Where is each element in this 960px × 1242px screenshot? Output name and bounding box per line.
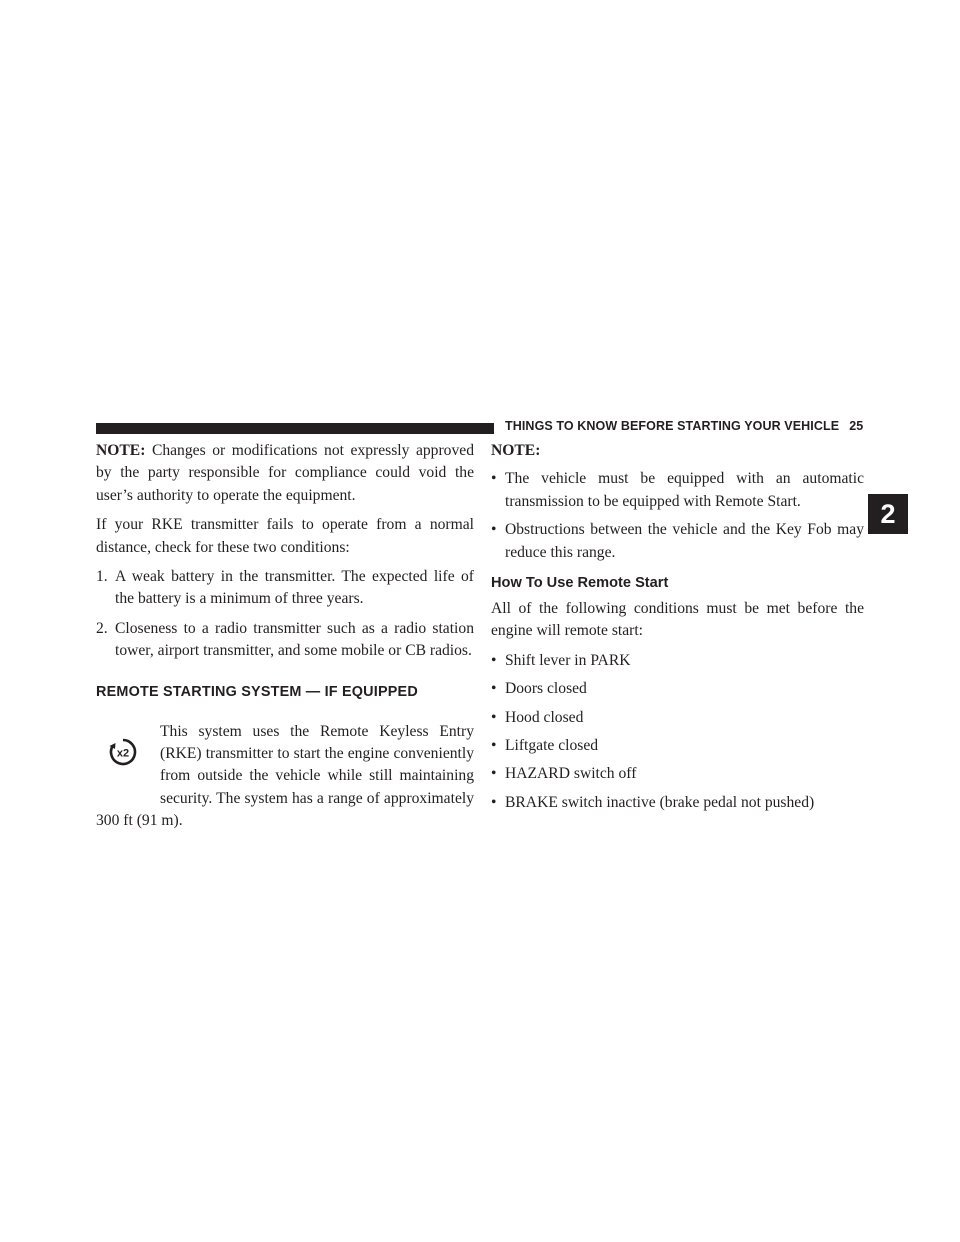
header-rule [96, 423, 494, 434]
condition-item [96, 566, 474, 611]
condition-bullet [491, 792, 864, 814]
conditions-intro: All of the following conditions must be met before the engine will remote start: [491, 600, 864, 640]
chapter-tab: 2 [868, 494, 908, 534]
running-header [505, 419, 863, 433]
condition-number: 1. [96, 568, 108, 586]
intro-paragraph: If your RKE transmitter fails to operate from a normal distance, check for these two conditions: [96, 516, 474, 556]
note-label: NOTE: [96, 442, 146, 459]
condition-text: Hood closed [505, 708, 584, 726]
note-bullet-text: The vehicle must be equipped with an automatic transmission to be equipped with Remote Start. [505, 470, 864, 510]
condition-text: Closeness to a radio transmitter such as a radio station tower, airport transmitter, and some mobile or CB radios. [115, 619, 474, 660]
note-bullet [491, 468, 864, 513]
bullet: • [491, 680, 497, 698]
remote-start-x2-icon [108, 737, 138, 767]
condition-bullet [491, 678, 864, 700]
bullet: • [491, 651, 497, 669]
condition-bullet [491, 707, 864, 729]
condition-bullet [491, 763, 864, 785]
note-text: Changes or modifications not expressly approved by the party responsible for compliance could void the user’s authority to operate the equipment. [96, 442, 474, 504]
subheading: How To Use Remote Start [491, 575, 669, 592]
condition-bullet [491, 735, 864, 757]
right-column [491, 440, 864, 820]
icon-label: x2 [116, 747, 130, 760]
bullet: • [491, 470, 497, 488]
condition-text: HAZARD switch off [505, 765, 637, 783]
condition-text: Shift lever in PARK [505, 651, 631, 669]
bullet: • [491, 793, 497, 811]
condition-text: A weak battery in the transmitter. The expected life of the battery is a minimum of three years. [115, 568, 474, 608]
bullet: • [491, 737, 497, 755]
condition-bullet [491, 650, 864, 672]
condition-text: Liftgate closed [505, 737, 599, 755]
section-paragraph: This system uses the Remote Keyless Entry (RKE) transmitter to start the engine conveniently from outside the vehicle while still maintaining security. The system has a range of approximately 300 ft (91 m). [96, 722, 474, 830]
remote-start-icon-wrap [96, 727, 160, 797]
note-bullet [491, 519, 864, 564]
note-paragraph [96, 440, 474, 507]
bullet: • [491, 521, 497, 539]
section-heading: REMOTE STARTING SYSTEM — IF EQUIPPED [96, 683, 418, 700]
left-column [96, 440, 474, 833]
condition-text: Doors closed [505, 680, 587, 698]
condition-number: 2. [96, 619, 108, 637]
page-number: 25 [849, 419, 864, 433]
bullet: • [491, 708, 497, 726]
note-label: NOTE: [491, 442, 541, 459]
condition-item [96, 618, 474, 663]
condition-text: BRAKE switch inactive (brake pedal not pushed) [505, 793, 815, 811]
bullet: • [491, 765, 497, 783]
note-bullet-text: Obstructions between the vehicle and the Key Fob may reduce this range. [505, 521, 864, 561]
header-title: THINGS TO KNOW BEFORE STARTING YOUR VEHICLE [505, 419, 840, 433]
